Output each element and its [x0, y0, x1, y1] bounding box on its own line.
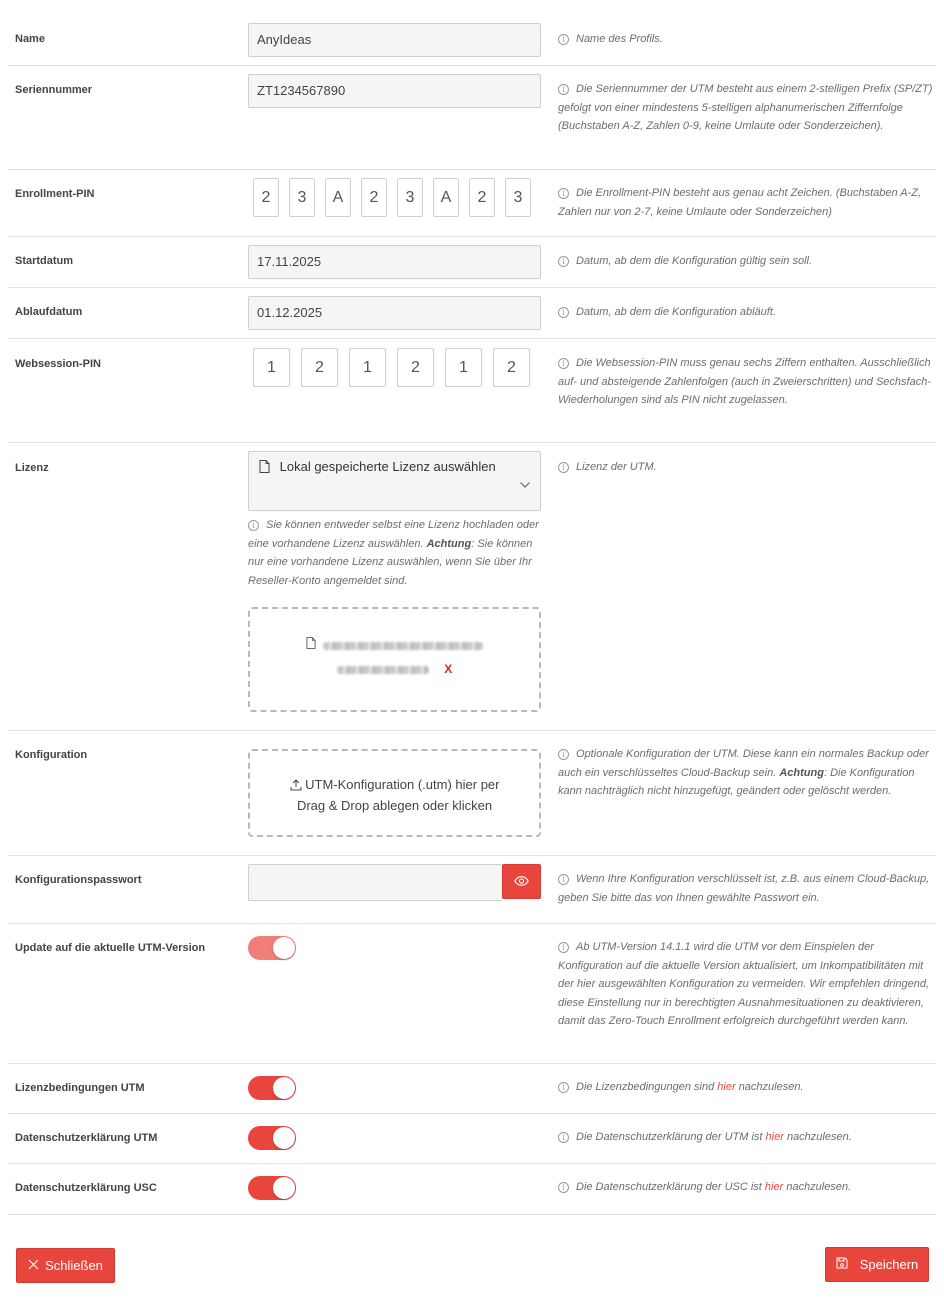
privacy-utm-toggle[interactable] [248, 1126, 296, 1150]
expiry-date-label: Ablaufdatum [15, 306, 83, 318]
enrollment-pin-digit-4[interactable]: 2 [361, 178, 387, 217]
websession-pin-digit-2[interactable]: 2 [301, 348, 338, 387]
privacy-usc-link[interactable]: hier [764, 1181, 784, 1193]
serial-input[interactable]: ZT1234567890 [248, 74, 541, 108]
file-icon [259, 460, 270, 476]
info-icon: i [558, 874, 569, 885]
license-label: Lizenz [15, 462, 49, 474]
row-update [8, 924, 936, 1064]
start-date-label: Startdatum [15, 255, 74, 267]
websession-pin-digit-4[interactable]: 2 [397, 348, 434, 387]
remove-license-button[interactable]: X [444, 662, 453, 676]
save-button[interactable]: Speichern [825, 1247, 929, 1282]
toggle-knob [273, 1177, 295, 1199]
license-terms-help: i Die Lizenzbedingungen sind hier nachzulesen. [558, 1078, 936, 1097]
configuration-dropzone-text: UTM-Konfiguration (.utm) hier per Drag & Drop ablegen oder klicken [296, 777, 500, 813]
config-password-label: Konfigurationspasswort [15, 874, 142, 886]
license-select[interactable] [248, 451, 541, 511]
info-icon: i [558, 1182, 569, 1193]
configuration-help: i Optionale Konfiguration der UTM. Diese kann ein normales Backup oder auch ein verschlüsseltes Cloud-Backup sein. Achtung: Die Konfiguration kann nachträglich nicht hinzugefügt, geändert oder gelöscht werden. [558, 748, 929, 797]
privacy-utm-link[interactable]: hier [765, 1131, 784, 1143]
privacy-utm-help: i Die Datenschutzerklärung der UTM ist hier nachzulesen. [558, 1128, 936, 1147]
info-icon: i [558, 1132, 569, 1143]
expiry-date-help: i Datum, ab dem die Konfiguration abläuft. [558, 303, 936, 322]
row-name [8, 0, 936, 66]
info-icon: i [558, 1082, 569, 1093]
enrollment-pin-digit-6[interactable]: A [433, 178, 459, 217]
info-icon: i [558, 358, 569, 369]
update-label: Update auf die aktuelle UTM-Version [15, 942, 206, 954]
save-icon [836, 1257, 854, 1272]
row-privacy-usc [8, 1164, 936, 1215]
configuration-label: Konfiguration [15, 749, 88, 761]
license-select-value: Lokal gespeicherte Lizenz auswählen [279, 459, 496, 474]
config-password-input[interactable] [248, 864, 502, 901]
info-icon: i [558, 84, 569, 95]
chevron-down-icon [520, 476, 530, 491]
license-note: i Sie können entweder selbst eine Lizenz hochladen oder eine vorhandene Lizenz auswählen. Achtung: Sie können nur eine vorhandene Lizenz auswählen, wenn Sie über Ihr Reseller-Konto angemeldet sind. [248, 519, 539, 587]
name-input[interactable]: AnyIdeas [248, 23, 541, 57]
serial-help: i Die Seriennummer der UTM besteht aus einem 2-stelligen Prefix (SP/ZT) gefolgt von einer mindestens 5-stelligen alphanumerischen Ziffernfolge (Buchstaben A-Z, Zahlen 0-9, keine Umlaute oder Sonderzeichen). [558, 83, 933, 132]
row-config-password [8, 856, 936, 924]
start-date-input[interactable]: 17.11.2025 [248, 245, 541, 279]
row-enrollment-pin [8, 170, 936, 237]
info-icon: i [558, 462, 569, 473]
file-icon [306, 637, 320, 652]
toggle-password-visibility-button[interactable] [502, 864, 541, 899]
enrollment-pin-digit-5[interactable]: 3 [397, 178, 423, 217]
info-icon: i [558, 256, 569, 267]
info-icon: i [558, 34, 569, 45]
row-license-terms [8, 1064, 936, 1114]
privacy-usc-toggle[interactable] [248, 1176, 296, 1200]
row-websession-pin [8, 339, 936, 443]
row-configuration [8, 731, 936, 856]
enrollment-pin-help: i Die Enrollment-PIN besteht aus genau acht Zeichen. (Buchstaben A-Z, Zahlen nur von 2-7, keine Umlaute oder Sonderzeichen) [558, 187, 922, 218]
info-icon: i [248, 520, 259, 531]
row-license [8, 443, 936, 731]
start-date-help: i Datum, ab dem die Konfiguration gültig sein soll. [558, 252, 936, 271]
row-privacy-utm [8, 1114, 936, 1164]
websession-pin-label: Websession-PIN [15, 358, 101, 370]
enrollment-pin-digit-8[interactable]: 3 [505, 178, 531, 217]
enrollment-pin-digit-2[interactable]: 3 [289, 178, 315, 217]
websession-pin-digit-3[interactable]: 1 [349, 348, 386, 387]
update-toggle[interactable] [248, 936, 296, 960]
close-button[interactable]: Schließen [16, 1248, 115, 1283]
name-label: Name [15, 33, 45, 45]
config-password-help: i Wenn Ihre Konfiguration verschlüsselt ist, z.B. aus einem Cloud-Backup, geben Sie bitte das von Ihnen gewählte Passwort ein. [558, 873, 930, 904]
license-terms-toggle[interactable] [248, 1076, 296, 1100]
enrollment-pin-digit-7[interactable]: 2 [469, 178, 495, 217]
name-help: i Name des Profils. [558, 30, 936, 49]
info-icon: i [558, 307, 569, 318]
enrollment-pin-inputs [248, 178, 541, 217]
websession-pin-digit-5[interactable]: 1 [445, 348, 482, 387]
license-terms-label: Lizenzbedingungen UTM [15, 1082, 145, 1094]
row-serial [8, 66, 936, 170]
privacy-utm-label: Datenschutzerklärung UTM [15, 1132, 158, 1144]
toggle-knob [273, 1127, 295, 1149]
license-help: i Lizenz der UTM. [558, 458, 936, 477]
enrollment-pin-digit-1[interactable]: 2 [253, 178, 279, 217]
upload-icon [290, 777, 302, 796]
license-terms-link[interactable]: hier [717, 1081, 736, 1093]
enrollment-pin-digit-3[interactable]: A [325, 178, 351, 217]
info-icon: i [558, 188, 569, 199]
privacy-usc-help: i Die Datenschutzerklärung der USC ist hier nachzulesen. [558, 1178, 936, 1197]
info-icon: i [558, 749, 569, 760]
websession-pin-inputs [248, 348, 541, 387]
info-icon: i [558, 942, 569, 953]
eye-icon [514, 874, 529, 889]
update-help: i Ab UTM-Version 14.1.1 wird die UTM vor dem Einspielen der Konfiguration auf die aktuelle Version aktualisiert, um Inkompatibilitäten mit der hier ausgewählten Konfiguration zu vermeiden. Wir empfehlen dringend, diese Einstellung nur in berechtigten Ausnahmesituationen zu deaktivieren, damit das Zero-Touch Enrollment erfolgreich durchgeführt werden kann. [558, 941, 930, 1027]
websession-pin-digit-6[interactable]: 2 [493, 348, 530, 387]
toggle-knob [273, 937, 295, 959]
websession-pin-help: i Die Websession-PIN muss genau sechs Ziffern enthalten. Ausschließlich auf- und absteigende Zahlenfolgen (auch in Zweierschritten) und Sechsfach-Wiederholungen sind als PIN nicht zugelassen. [558, 357, 932, 406]
row-expiry-date [8, 288, 936, 339]
close-icon [28, 1258, 45, 1273]
expiry-date-input[interactable]: 01.12.2025 [248, 296, 541, 330]
license-file-chip [250, 633, 539, 681]
serial-label: Seriennummer [15, 84, 93, 96]
license-filename-redacted-2 [337, 666, 429, 674]
enrollment-pin-label: Enrollment-PIN [15, 188, 95, 200]
websession-pin-digit-1[interactable]: 1 [253, 348, 290, 387]
row-start-date [8, 237, 936, 288]
license-file-dropzone[interactable] [248, 607, 541, 712]
license-filename-redacted [323, 642, 483, 650]
toggle-knob [273, 1077, 295, 1099]
privacy-usc-label: Datenschutzerklärung USC [15, 1182, 157, 1194]
configuration-dropzone[interactable] [248, 749, 541, 837]
